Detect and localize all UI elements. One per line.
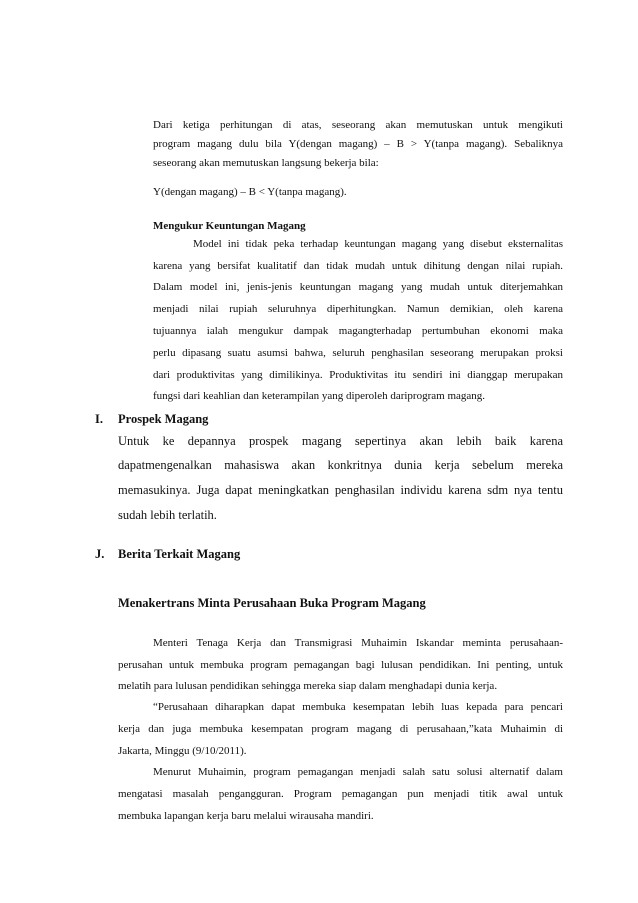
paragraph-line: fungsi dari keahlian dan keterampilan yang diperoleh dariprogram magang. bbox=[153, 390, 486, 402]
paragraph-line: tujuannya ialah mengukur dampak magangterhadap pertumbuhan ekonomi maka bbox=[153, 325, 563, 337]
section-j-title: Berita Terkait Magang bbox=[118, 547, 241, 561]
paragraph-line: mengatasi masalah pengangguran. Program pemagangan pun menjadi titik awal untuk bbox=[118, 788, 563, 800]
paragraph-line: Dari ketiga perhitungan di atas, seseorang akan memutuskan untuk mengikuti bbox=[153, 119, 563, 131]
section-j-letter: J. bbox=[95, 547, 105, 561]
news-title: Menakertrans Minta Perusahaan Buka Program Magang bbox=[118, 596, 426, 610]
paragraph-line: karena yang bersifat kualitatif dan tidak mudah untuk dihitung dengan nilai rupiah. bbox=[153, 260, 563, 272]
paragraph-line: menjadi nilai rupiah seluruhnya diperhitungkan. Namun demikian, oleh karena bbox=[153, 303, 563, 315]
paragraph-line: melatih para lulusan pendidikan sehingga mereka siap dalam menghadapi dunia kerja. bbox=[118, 680, 498, 692]
section-i-letter: I. bbox=[95, 412, 103, 426]
paragraph-line: membuka lapangan kerja baru melalui wirausaha mandiri. bbox=[118, 810, 374, 822]
paragraph-line: sudah lebih terlatih. bbox=[118, 508, 217, 522]
paragraph-line: dari produktivitas yang dimilikinya. Produktivitas itu sendiri ini dianggap merupakan bbox=[153, 369, 563, 381]
paragraph-line: Model ini tidak peka terhadap keuntungan magang yang disebut eksternalitas bbox=[193, 238, 563, 250]
paragraph-line: Dalam model ini, jenis-jenis keuntungan magang yang mudah untuk diterjemahkan bbox=[153, 281, 563, 293]
paragraph-line: perusahan untuk membuka program pemagangan bagi lulusan pendidikan. Ini penting, untuk bbox=[118, 659, 563, 671]
section-i-title: Prospek Magang bbox=[118, 412, 209, 426]
subheading-mengukur: Mengukur Keuntungan Magang bbox=[153, 220, 306, 232]
paragraph-line: Untuk ke depannya prospek magang sepertinya akan lebih baik karena bbox=[118, 434, 563, 448]
paragraph-line: perlu dipasang suatu asumsi bahwa, seluruh penghasilan seseorang merupakan proksi bbox=[153, 347, 563, 359]
paragraph-line: Jakarta, Minggu (9/10/2011). bbox=[118, 745, 247, 757]
paragraph-line: Menurut Muhaimin, program pemagangan menjadi salah satu solusi alternatif dalam bbox=[153, 766, 563, 778]
paragraph-line: program magang dulu bila Y(dengan magang) – B > Y(tanpa magang). Sebaliknya bbox=[153, 138, 563, 150]
paragraph-line: Menteri Tenaga Kerja dan Transmigrasi Muhaimin Iskandar meminta perusahaan- bbox=[153, 637, 563, 649]
paragraph-line: memasukinya. Juga dapat meningkatkan penghasilan individu karena sdm nya tentu bbox=[118, 483, 563, 497]
paragraph-line: dapatmengenalkan mahasiswa akan konkritnya dunia kerja sebelum mereka bbox=[118, 458, 563, 472]
formula-line: Y(dengan magang) – B < Y(tanpa magang). bbox=[153, 186, 347, 198]
paragraph-line: seseorang akan memutuskan langsung bekerja bila: bbox=[153, 157, 379, 169]
paragraph-line: “Perusahaan diharapkan dapat membuka kesempatan lebih luas kepada para pencari bbox=[153, 701, 563, 713]
paragraph-line: kerja dan juga membuka kesempatan program magang di perusahaan,”kata Muhaimin di bbox=[118, 723, 563, 735]
